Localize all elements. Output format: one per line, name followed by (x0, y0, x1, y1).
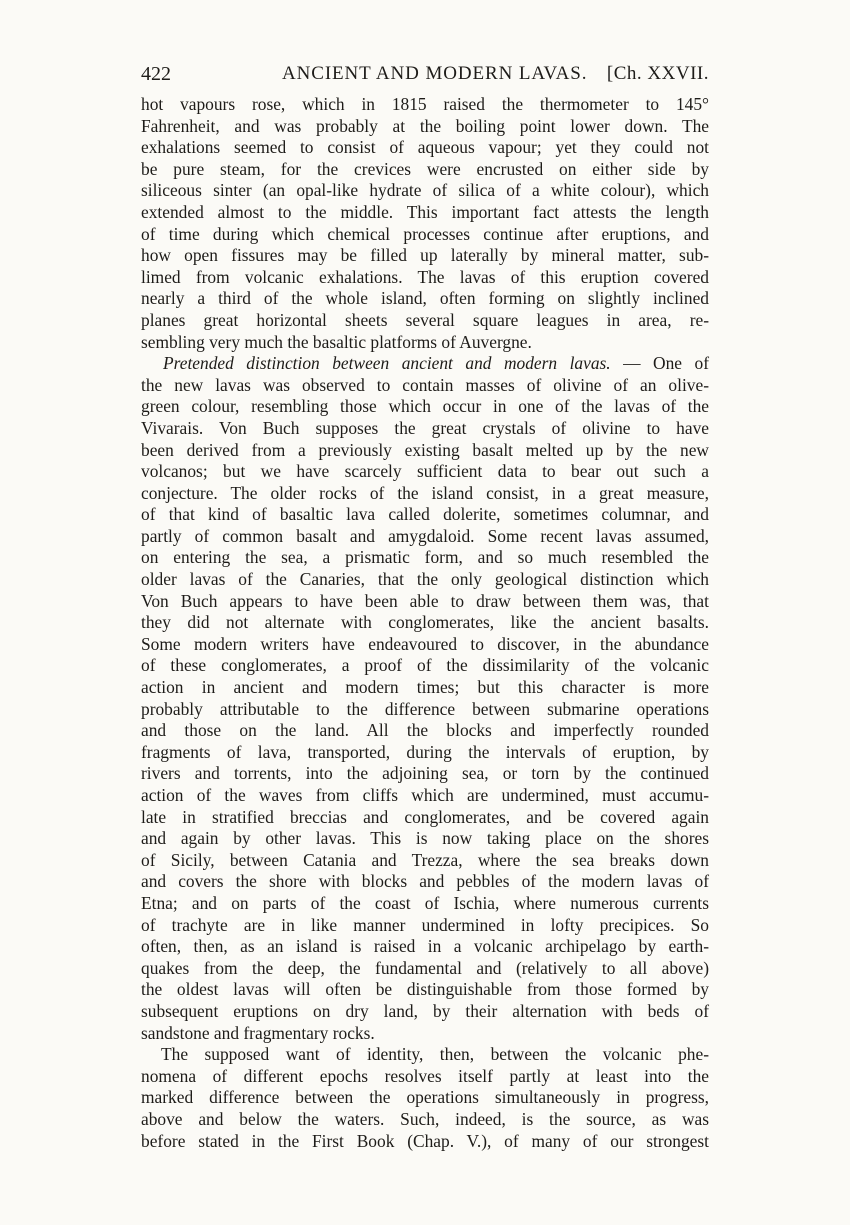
text-line: and those on the land. All the blocks and imperfectly rounded (141, 720, 709, 741)
heading-tail: — One of (610, 353, 709, 374)
text-line: Fahrenheit, and was probably at the boiling point lower down. The (141, 115, 709, 136)
text-line: siliceous sinter (an opal-like hydrate of silica of a white colour), which (141, 180, 709, 201)
text-line: partly of common basalt and amygdaloid. Some recent lavas assumed, (141, 525, 709, 546)
page-number: 422 (141, 63, 171, 85)
text-line: Von Buch appears to have been able to draw between them was, that (141, 590, 709, 611)
running-title: ANCIENT AND MODERN LAVAS. (282, 63, 588, 84)
text-line: extended almost to the middle. This important fact attests the length (141, 201, 709, 222)
chapter-reference: [Ch. XXVII. (606, 63, 709, 84)
text-line: the oldest lavas will often be distinguishable from those formed by (141, 979, 709, 1000)
text-line: the new lavas was observed to contain masses of olivine of an olive- (141, 374, 709, 395)
paragraph (141, 1044, 709, 1152)
text-line: probably attributable to the difference between submarine operations (141, 698, 709, 719)
text-line: action in ancient and modern times; but this character is more (141, 677, 709, 698)
text-line: they did not alternate with conglomerates, like the ancient basalts. (141, 612, 709, 633)
text-line: before stated in the First Book (Chap. V.), of many of our strongest (141, 1130, 709, 1151)
text-line: late in stratified breccias and conglomerates, and be covered again (141, 806, 709, 827)
text-line: of Sicily, between Catania and Trezza, where the sea breaks down (141, 849, 709, 870)
text-line: conjecture. The older rocks of the island consist, in a great measure, (141, 482, 709, 503)
text-line: of trachyte are in like manner undermined in lofty precipices. So (141, 914, 709, 935)
text-line: subsequent eruptions on dry land, by their alternation with beds of (141, 1000, 709, 1021)
text-line: green colour, resembling those which occur in one of the lavas of the (141, 396, 709, 417)
text-line: Etna; and on parts of the coast of Ischia, where numerous currents (141, 892, 709, 913)
text-line: quakes from the deep, the fundamental and (relatively to all above) (141, 957, 709, 978)
side-heading: Pretended distinction between ancient and modern lavas. (163, 353, 611, 374)
text-line: above and below the waters. Such, indeed, is the source, as was (141, 1108, 709, 1129)
text-line: nearly a third of the whole island, often forming on slightly inclined (141, 288, 709, 309)
text-line: often, then, as an island is raised in a volcanic archipelago by earth- (141, 936, 709, 957)
text-line: marked difference between the operations simultaneously in progress, (141, 1087, 709, 1108)
text-line: The supposed want of identity, then, between the volcanic phe- (161, 1044, 709, 1065)
section-heading-line (141, 353, 709, 375)
paragraph (141, 94, 709, 353)
text-line: sandstone and fragmentary rocks. (141, 1022, 375, 1043)
text-line: sembling very much the basaltic platforms of Auvergne. (141, 331, 532, 352)
text-line: been derived from a previously existing basalt melted up by the new (141, 439, 709, 460)
text-line: be pure steam, for the crevices were encrusted on either side by (141, 158, 709, 179)
text-line: action of the waves from cliffs which are undermined, must accumu- (141, 785, 709, 805)
text-line: nomena of different epochs resolves itself partly at least into the (141, 1065, 709, 1086)
text-line: fragments of lava, transported, during the intervals of eruption, by (141, 741, 709, 762)
text-line: Vivarais. Von Buch supposes the great crystals of olivine to have (141, 417, 709, 438)
text-line: and again by other lavas. This is now taking place on the shores (141, 828, 709, 849)
body-text (141, 94, 709, 1152)
text-line: of these conglomerates, a proof of the dissimilarity of the volcanic (141, 655, 709, 676)
text-line: Some modern writers have endeavoured to discover, in the abundance (141, 633, 709, 654)
paragraph (141, 353, 709, 1044)
text-line: on entering the sea, a prismatic form, and so much resembled the (141, 547, 709, 568)
text-line: hot vapours rose, which in 1815 raised the thermometer to 145° (141, 94, 709, 114)
text-line: exhalations seemed to consist of aqueous vapour; yet they could not (141, 137, 709, 158)
text-line: limed from volcanic exhalations. The lavas of this eruption covered (141, 266, 709, 287)
running-head (141, 58, 709, 90)
text-line: older lavas of the Canaries, that the only geological distinction which (141, 569, 709, 590)
text-line: how open fissures may be filled up laterally by mineral matter, sub- (141, 245, 709, 266)
text-line: and covers the shore with blocks and pebbles of the modern lavas of (141, 871, 709, 892)
text-line: of that kind of basaltic lava called dolerite, sometimes columnar, and (141, 504, 709, 525)
text-line: planes great horizontal sheets several square leagues in area, re- (141, 309, 709, 330)
text-line: of time during which chemical processes continue after eruptions, and (141, 223, 709, 244)
text-line: rivers and torrents, into the adjoining sea, or torn by the continued (141, 763, 709, 784)
text-line: volcanos; but we have scarcely sufficient data to bear out such a (141, 461, 709, 482)
